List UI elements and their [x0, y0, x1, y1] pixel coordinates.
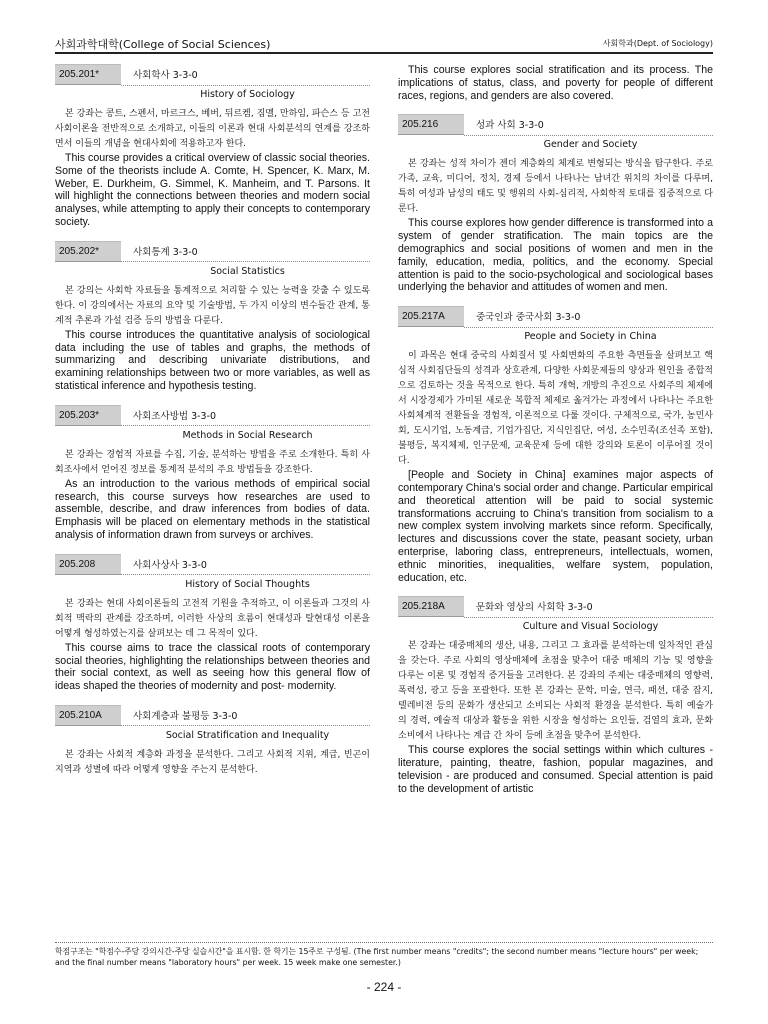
course-title-ko: 사회조사방법 3-3-0 — [121, 404, 370, 426]
course-205-210a-continued — [398, 64, 713, 102]
course-205-201 — [55, 64, 370, 229]
course-205-208 — [55, 554, 370, 693]
header-rule — [55, 52, 713, 54]
course-code: 205.218A — [398, 596, 464, 617]
course-desc-ko: 본 강좌는 현대 사회이론들의 고전적 기원을 추적하고, 이 이론들과 그것의 사회적 맥락의 관계를 강조하며, 이러한 사상의 흐름이 현대성과 탈현대성 이론을 어떻게 형성하였는지를 살펴보는 데 그 목적이 있다. — [55, 598, 370, 639]
course-205-202 — [55, 241, 370, 393]
course-desc-en: This course explores the social settings within which cultures - literature, painting, theatre, fashion, popular magazines, and television - are produced and consumed. Special attention is paid to the development of artistic — [398, 744, 713, 795]
course-title-ko: 사회통계 3-3-0 — [121, 240, 370, 262]
course-title-ko: 문화와 영상의 사회학 3-3-0 — [464, 596, 713, 618]
course-205-218a — [398, 596, 713, 795]
course-desc-ko: 이 과목은 현대 중국의 사회질서 및 사회변화의 주요한 측면들을 살펴보고 핵심적 사회집단들의 성격과 상호관계, 다양한 사회문제들의 양상과 원인을 종합적으로 검토하는 것을 목적으로 한다. 특히 개혁, 개방의 추진으로 사회주의 체제에서 시장경제가 가미된 새로운 복합적 체제로 옮겨가는 과정에서 나타나는 주요한 사회체계적 전환들을 경험적, 이론적으로 다룰 것이다. 구체적으로, 국가, 농민사회, 도시기업, 노동계급, 기업가집단, 지식인집단, 여성, 소수민족(조선족 포함), 불평등, 복지체제, 인구문제, 교육문제 등에 대한 강의와 토론이 이루어질 것이다. — [398, 351, 713, 467]
course-heading — [398, 596, 713, 617]
page-number: - 224 - — [366, 980, 402, 994]
course-desc-en: This course aims to trace the classical roots of contemporary social theories, highlighting the relationships between theories and their social context, as well as seeing how this general flow of ideas shaped the theories of modernity and post- modernity. — [55, 641, 370, 693]
course-heading — [398, 114, 713, 135]
course-desc-en: This course explores how gender difference is transformed into a system of gender stratification. The main topics are the demographics and social positions of women and men in the family, education, media, politics, and the economy. Special attention is paid to the socio-psychological and sociological bases underlying the behavior and attitudes of women and men. — [398, 217, 713, 294]
course-code: 205.201* — [55, 64, 121, 85]
course-heading — [55, 64, 370, 85]
course-desc-ko: 본 강좌는 대중매체의 생산, 내용, 그리고 그 효과를 분석하는데 일차적인 관심을 갖는다. 주로 사회의 영상매체에 초점을 맞추어 대중 매체의 기능 및 영향을 다루는 이론 및 경험적 증거들을 고려한다. 본 강좌의 주제는 대중매체의 영향력, 폭력성, 광고 등을 포괄한다. 또한 본 강좌는 문학, 미술, 연극, 패션, 대중 잡지, 텔레비전 등의 문화가 생산되고 소비되는 사회적 환경을 분석한다. 특히 예술가의 경력, 예술적 대상과 활동을 위한 시장을 형성하는 요인들, 검열의 효과, 문화소비에서 나타나는 계급 간 차이 등에 초점을 맞추어 분석한다. — [398, 641, 713, 742]
course-desc-ko: 본 강의는 사회학 자료들을 통계적으로 처리할 수 있는 능력을 갖출 수 있도록 한다. 이 강의에서는 자료의 요약 및 기술방법, 두 가지 이상의 변수들간 관계, 통계적 추론과 가설 검증 등의 방법을 다룬다. — [55, 285, 370, 326]
course-title-ko: 성과 사회 3-3-0 — [464, 114, 713, 136]
course-code: 205.216 — [398, 114, 464, 135]
header-department: 사회학과(Dept. of Sociology) — [602, 39, 713, 48]
credit-structure-footnote: 학점구조는 "학점수-주당 강의시간-주당 실습시간"을 표시함. 한 학기는 15주로 구성됨. (The first number means "credits"; the second number means "lecture hours" per week; and the final number means "laboratory hours" per week. 15 week make one semester.) — [55, 947, 699, 967]
course-205-203 — [55, 405, 370, 542]
course-desc-en: [People and Society in China] examines major aspects of contemporary China's social order and change. Particular empirical and theoretical attention will be paid to social systemic transformations accruing to China's transition from socialism to a new complex system involving markets since reform. Specifically, lectures and discussions cover the state, peasant society, urban enterprise, laboring class, entrepreneurs, intellectuals, women, ethnic minorities, inequalities, welfare system, population, education, etc. — [398, 469, 713, 584]
course-code: 205.217A — [398, 306, 464, 327]
course-code: 205.208 — [55, 554, 121, 575]
course-title-ko: 사회계층과 불평등 3-3-0 — [121, 704, 370, 726]
course-heading — [55, 241, 370, 262]
left-column — [55, 64, 370, 790]
course-desc-ko: 본 강좌는 사회적 계층화 과정을 분석한다. 그리고 사회적 지위, 계급, 빈곤이 지역과 성별에 따라 어떻게 영향을 주는지 분석한다. — [55, 749, 370, 775]
course-desc-en: As an introduction to the various methods of empirical social research, this course surveys how researches are used to assemble, describe, and draw inferences from bodies of data. Emphasis will be placed on elementary methods in the statistical analysis of information drawn from surveys or archives. — [55, 477, 370, 541]
course-desc-en: This course introduces the quantitative analysis of sociological data including the use of tables and graphs, the methods of summarizing and describing univariate distributions, and examining relationships between two or more variables, as well as statistical inference and hypothesis testing. — [55, 328, 370, 392]
course-desc-ko: 본 강좌는 경험적 자료를 수집, 기술, 분석하는 방법을 주로 소개한다. 특히 사회조사에서 얻어진 정보를 통계적 분석의 주요 방법들을 강조한다. — [55, 449, 370, 475]
course-heading — [398, 306, 713, 327]
course-desc-ko: 본 강좌는 콩트, 스펜서, 마르크스, 베버, 뒤르켐, 짐멜, 만하임, 파슨스 등 고전 사회이론을 전반적으로 소개하고, 이들의 이론과 현대 사회분석의 연계를 강조하면서 이들의 개념을 현대사회에 적용하고자 한다. — [55, 109, 370, 149]
course-title-ko: 중국인과 중국사회 3-3-0 — [464, 306, 713, 328]
course-title-en: People and Society in China — [524, 331, 657, 343]
course-heading — [55, 705, 370, 726]
course-title-ko: 사회학사 3-3-0 — [121, 64, 370, 86]
course-title-en: Social Statistics — [210, 265, 285, 277]
course-heading — [55, 554, 370, 575]
course-title-en: Gender and Society — [543, 139, 638, 151]
course-desc-en: This course provides a critical overview of classic social theories. Some of the theorists include A. Comte, H. Spencer, K. Marx, M. Weber, E. Durkheim, G. Simmel, K. Manheim, and T. Parsons. It will highlight the connections between theories and modern social analyses, while attempting to apply their concepts to contemporary society. — [55, 152, 370, 228]
course-heading — [55, 405, 370, 426]
course-code: 205.210A — [55, 705, 121, 726]
course-title-en: History of Social Thoughts — [185, 578, 310, 590]
footnote-rule — [55, 942, 713, 943]
course-title-ko: 사회사상사 3-3-0 — [121, 553, 370, 575]
course-desc-ko: 본 강좌는 성적 차이가 젠더 계층화의 체계로 변형되는 방식을 탐구한다. 주로 가족, 교육, 미디어, 정치, 경제 등에서 나타나는 남녀간 위치의 차이를 다루며, 특히 여성과 남성의 태도 및 행위의 사회-심리적, 사회학적 토대를 집중적으로 다룬다. — [398, 159, 713, 215]
running-header — [55, 36, 713, 52]
course-205-216 — [398, 114, 713, 294]
course-205-217a — [398, 306, 713, 584]
header-college: 사회과학대학(College of Social Sciences) — [55, 38, 271, 51]
right-column — [398, 64, 713, 808]
course-code: 205.203* — [55, 405, 121, 426]
course-code: 205.202* — [55, 241, 121, 262]
course-205-210a — [55, 705, 370, 778]
course-title-en: Culture and Visual Sociology — [522, 621, 659, 633]
course-desc-en: This course explores social stratification and its process. The implications of status, class, and poverty for people of different races, regions, and genders are also covered. — [398, 64, 713, 102]
course-title-en: Social Stratification and Inequality — [165, 729, 330, 741]
course-title-en: History of Sociology — [200, 89, 295, 100]
course-title-en: Methods in Social Research — [182, 429, 313, 441]
